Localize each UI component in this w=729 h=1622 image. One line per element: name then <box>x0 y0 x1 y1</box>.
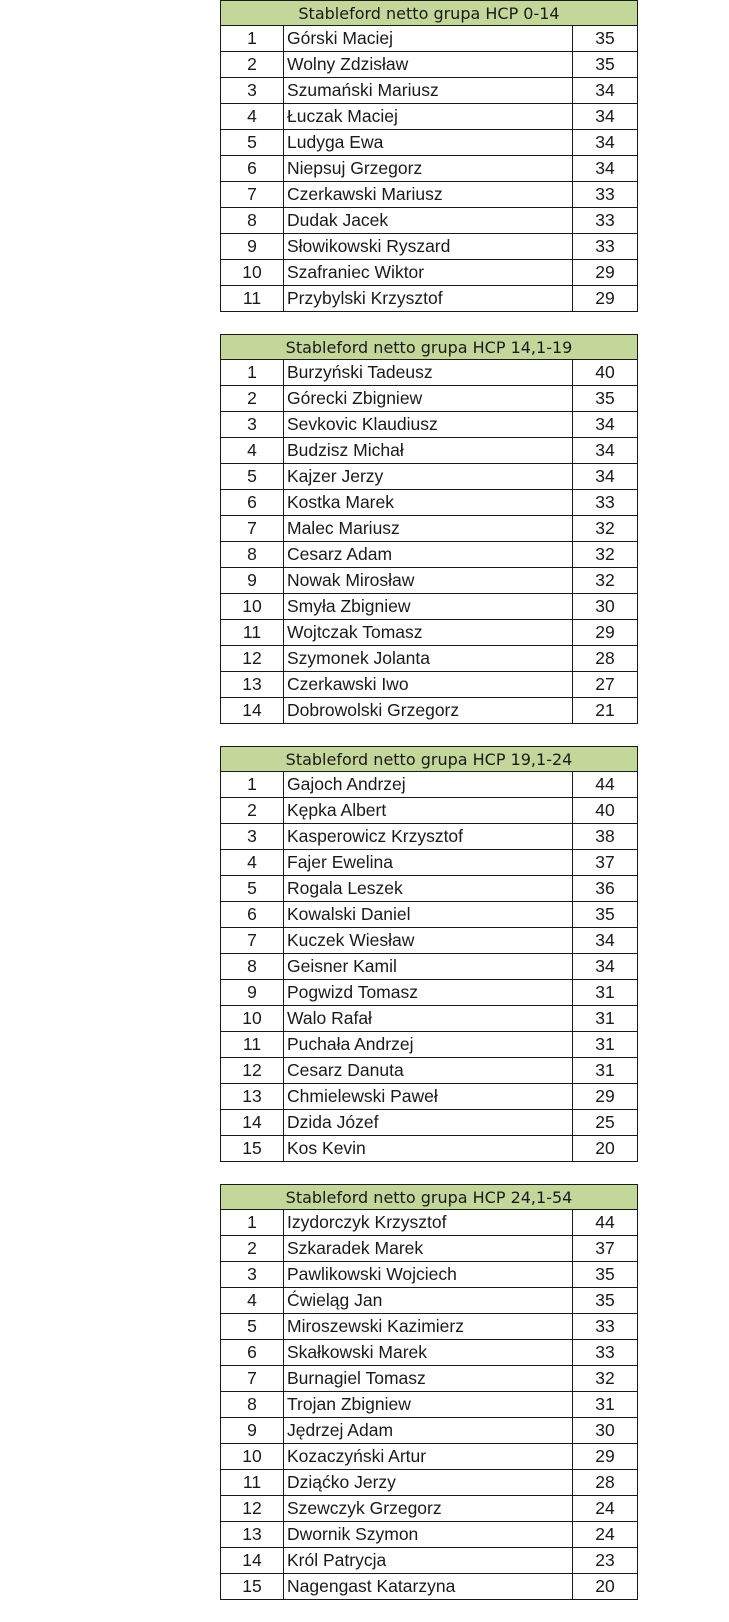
table-row <box>220 980 638 1006</box>
score-cell: 27 <box>595 674 615 694</box>
score-cell: 20 <box>595 1576 615 1596</box>
rank-cell: 4 <box>221 850 284 875</box>
player-name-cell: Kuczek Wiesław <box>284 928 573 953</box>
player-name-cell: Szymonek Jolanta <box>284 646 573 671</box>
score-cell: 35 <box>595 388 615 408</box>
rank-cell: 2 <box>221 1236 284 1261</box>
table-title: Stableford netto grupa HCP 24,1-54 <box>220 1184 638 1210</box>
table-row <box>220 646 638 672</box>
score-cell: 40 <box>595 800 615 820</box>
rank-cell: 10 <box>221 260 284 285</box>
score-cell: 37 <box>595 852 615 872</box>
score-cell: 40 <box>595 362 615 382</box>
table-row <box>220 698 638 724</box>
player-name-cell: Burzyński Tadeusz <box>284 360 573 385</box>
rank-cell: 5 <box>221 130 284 155</box>
rank-cell: 6 <box>221 156 284 181</box>
rank-cell: 7 <box>221 516 284 541</box>
table-row <box>220 182 638 208</box>
table-row <box>220 26 638 52</box>
rank-cell: 15 <box>221 1574 284 1599</box>
player-name-cell: Szumański Mariusz <box>284 78 573 103</box>
rank-cell: 13 <box>221 1522 284 1547</box>
score-cell: 44 <box>595 1212 615 1232</box>
table-row <box>220 542 638 568</box>
rank-cell: 7 <box>221 928 284 953</box>
table-row <box>220 902 638 928</box>
rank-cell: 10 <box>221 1444 284 1469</box>
score-cell: 34 <box>595 106 615 126</box>
player-name-cell: Przybylski Krzysztof <box>284 286 573 311</box>
table-row <box>220 386 638 412</box>
table-row <box>220 1574 638 1600</box>
table-row <box>220 78 638 104</box>
score-cell: 29 <box>595 1086 615 1106</box>
score-cell: 33 <box>595 210 615 230</box>
player-name-cell: Kajzer Jerzy <box>284 464 573 489</box>
player-name-cell: Kowalski Daniel <box>284 902 573 927</box>
score-cell: 30 <box>595 1420 615 1440</box>
score-cell: 28 <box>595 1472 615 1492</box>
table-row <box>220 1392 638 1418</box>
score-cell: 30 <box>595 596 615 616</box>
table-row <box>220 1236 638 1262</box>
table-row <box>220 798 638 824</box>
table-row <box>220 1522 638 1548</box>
table-row <box>220 1262 638 1288</box>
rank-cell: 7 <box>221 1366 284 1391</box>
player-name-cell: Puchała Andrzej <box>284 1032 573 1057</box>
rank-cell: 8 <box>221 542 284 567</box>
score-cell: 34 <box>595 930 615 950</box>
player-name-cell: Wojtczak Tomasz <box>284 620 573 645</box>
rank-cell: 12 <box>221 646 284 671</box>
player-name-cell: Cesarz Adam <box>284 542 573 567</box>
rank-cell: 3 <box>221 824 284 849</box>
table-row <box>220 490 638 516</box>
table-row <box>220 1084 638 1110</box>
score-cell: 33 <box>595 184 615 204</box>
table-title: Stableford netto grupa HCP 14,1-19 <box>220 334 638 360</box>
player-name-cell: Smyła Zbigniew <box>284 594 573 619</box>
score-cell: 36 <box>595 878 615 898</box>
table-row <box>220 464 638 490</box>
player-name-cell: Sevkovic Klaudiusz <box>284 412 573 437</box>
player-name-cell: Kasperowicz Krzysztof <box>284 824 573 849</box>
table-row <box>220 412 638 438</box>
results-table <box>220 1184 638 1600</box>
table-row <box>220 928 638 954</box>
table-row <box>220 1032 638 1058</box>
results-table <box>220 334 638 724</box>
score-cell: 25 <box>595 1112 615 1132</box>
table-row <box>220 772 638 798</box>
table-row <box>220 1288 638 1314</box>
score-cell: 34 <box>595 956 615 976</box>
score-cell: 31 <box>595 1060 615 1080</box>
rank-cell: 12 <box>221 1496 284 1521</box>
score-cell: 20 <box>595 1138 615 1158</box>
table-row <box>220 1496 638 1522</box>
table-row <box>220 260 638 286</box>
rank-cell: 11 <box>221 1032 284 1057</box>
table-row <box>220 620 638 646</box>
score-cell: 31 <box>595 1008 615 1028</box>
player-name-cell: Niepsuj Grzegorz <box>284 156 573 181</box>
table-title: Stableford netto grupa HCP 19,1-24 <box>220 746 638 772</box>
rank-cell: 5 <box>221 464 284 489</box>
rank-cell: 13 <box>221 672 284 697</box>
score-cell: 35 <box>595 54 615 74</box>
score-cell: 31 <box>595 982 615 1002</box>
score-cell: 34 <box>595 132 615 152</box>
player-name-cell: Górecki Zbigniew <box>284 386 573 411</box>
table-title: Stableford netto grupa HCP 0-14 <box>220 0 638 26</box>
rank-cell: 3 <box>221 1262 284 1287</box>
results-table <box>220 0 638 312</box>
score-cell: 32 <box>595 570 615 590</box>
player-name-cell: Budzisz Michał <box>284 438 573 463</box>
table-row <box>220 1058 638 1084</box>
score-cell: 44 <box>595 774 615 794</box>
rank-cell: 9 <box>221 568 284 593</box>
player-name-cell: Pawlikowski Wojciech <box>284 1262 573 1287</box>
rank-cell: 10 <box>221 594 284 619</box>
rank-cell: 10 <box>221 1006 284 1031</box>
score-cell: 31 <box>595 1034 615 1054</box>
score-cell: 24 <box>595 1524 615 1544</box>
table-row <box>220 52 638 78</box>
table-row <box>220 104 638 130</box>
table-row <box>220 1548 638 1574</box>
table-row <box>220 824 638 850</box>
player-name-cell: Kępka Albert <box>284 798 573 823</box>
player-name-cell: Kozaczyński Artur <box>284 1444 573 1469</box>
score-cell: 29 <box>595 1446 615 1466</box>
score-cell: 32 <box>595 544 615 564</box>
player-name-cell: Nowak Mirosław <box>284 568 573 593</box>
rank-cell: 2 <box>221 386 284 411</box>
rank-cell: 1 <box>221 1210 284 1235</box>
score-cell: 32 <box>595 1368 615 1388</box>
player-name-cell: Trojan Zbigniew <box>284 1392 573 1417</box>
table-row <box>220 1210 638 1236</box>
player-name-cell: Szafraniec Wiktor <box>284 260 573 285</box>
results-container <box>220 0 638 1622</box>
rank-cell: 8 <box>221 954 284 979</box>
player-name-cell: Ludyga Ewa <box>284 130 573 155</box>
table-row <box>220 568 638 594</box>
rank-cell: 1 <box>221 360 284 385</box>
table-row <box>220 1110 638 1136</box>
player-name-cell: Geisner Kamil <box>284 954 573 979</box>
rank-cell: 11 <box>221 286 284 311</box>
rank-cell: 3 <box>221 412 284 437</box>
rank-cell: 3 <box>221 78 284 103</box>
table-row <box>220 1418 638 1444</box>
score-cell: 34 <box>595 80 615 100</box>
player-name-cell: Dziąćko Jerzy <box>284 1470 573 1495</box>
player-name-cell: Szkaradek Marek <box>284 1236 573 1261</box>
table-row <box>220 1444 638 1470</box>
table-row <box>220 286 638 312</box>
score-cell: 38 <box>595 826 615 846</box>
table-row <box>220 1366 638 1392</box>
score-cell: 21 <box>595 700 615 720</box>
player-name-cell: Miroszewski Kazimierz <box>284 1314 573 1339</box>
score-cell: 23 <box>595 1550 615 1570</box>
rank-cell: 2 <box>221 798 284 823</box>
score-cell: 33 <box>595 1342 615 1362</box>
table-row <box>220 516 638 542</box>
rank-cell: 1 <box>221 26 284 51</box>
score-cell: 35 <box>595 1290 615 1310</box>
rank-cell: 1 <box>221 772 284 797</box>
rank-cell: 6 <box>221 902 284 927</box>
rank-cell: 14 <box>221 698 284 723</box>
table-row <box>220 130 638 156</box>
player-name-cell: Wolny Zdzisław <box>284 52 573 77</box>
score-cell: 29 <box>595 262 615 282</box>
player-name-cell: Rogala Leszek <box>284 876 573 901</box>
player-name-cell: Łuczak Maciej <box>284 104 573 129</box>
rank-cell: 2 <box>221 52 284 77</box>
rank-cell: 5 <box>221 876 284 901</box>
table-row <box>220 1340 638 1366</box>
player-name-cell: Słowikowski Ryszard <box>284 234 573 259</box>
rank-cell: 4 <box>221 438 284 463</box>
score-cell: 33 <box>595 492 615 512</box>
score-cell: 29 <box>595 622 615 642</box>
player-name-cell: Czerkawski Mariusz <box>284 182 573 207</box>
player-name-cell: Czerkawski Iwo <box>284 672 573 697</box>
table-row <box>220 234 638 260</box>
player-name-cell: Dzida Józef <box>284 1110 573 1135</box>
score-cell: 34 <box>595 158 615 178</box>
score-cell: 24 <box>595 1498 615 1518</box>
table-row <box>220 438 638 464</box>
player-name-cell: Król Patrycja <box>284 1548 573 1573</box>
player-name-cell: Nagengast Katarzyna <box>284 1574 573 1599</box>
player-name-cell: Izydorczyk Krzysztof <box>284 1210 573 1235</box>
player-name-cell: Malec Mariusz <box>284 516 573 541</box>
player-name-cell: Kostka Marek <box>284 490 573 515</box>
table-row <box>220 850 638 876</box>
player-name-cell: Ćwieląg Jan <box>284 1288 573 1313</box>
rank-cell: 14 <box>221 1548 284 1573</box>
player-name-cell: Burnagiel Tomasz <box>284 1366 573 1391</box>
player-name-cell: Pogwizd Tomasz <box>284 980 573 1005</box>
player-name-cell: Chmielewski Paweł <box>284 1084 573 1109</box>
score-cell: 33 <box>595 1316 615 1336</box>
score-cell: 32 <box>595 518 615 538</box>
table-row <box>220 208 638 234</box>
rank-cell: 4 <box>221 1288 284 1313</box>
score-cell: 34 <box>595 414 615 434</box>
score-cell: 34 <box>595 466 615 486</box>
rank-cell: 11 <box>221 1470 284 1495</box>
score-cell: 33 <box>595 236 615 256</box>
table-row <box>220 156 638 182</box>
rank-cell: 7 <box>221 182 284 207</box>
player-name-cell: Walo Rafał <box>284 1006 573 1031</box>
score-cell: 35 <box>595 28 615 48</box>
table-row <box>220 1136 638 1162</box>
player-name-cell: Kos Kevin <box>284 1136 573 1161</box>
table-row <box>220 360 638 386</box>
player-name-cell: Gajoch Andrzej <box>284 772 573 797</box>
score-cell: 34 <box>595 440 615 460</box>
rank-cell: 6 <box>221 490 284 515</box>
player-name-cell: Fajer Ewelina <box>284 850 573 875</box>
score-cell: 28 <box>595 648 615 668</box>
table-row <box>220 876 638 902</box>
rank-cell: 13 <box>221 1084 284 1109</box>
rank-cell: 4 <box>221 104 284 129</box>
rank-cell: 15 <box>221 1136 284 1161</box>
results-table <box>220 746 638 1162</box>
score-cell: 37 <box>595 1238 615 1258</box>
rank-cell: 14 <box>221 1110 284 1135</box>
rank-cell: 9 <box>221 234 284 259</box>
player-name-cell: Skałkowski Marek <box>284 1340 573 1365</box>
player-name-cell: Dobrowolski Grzegorz <box>284 698 573 723</box>
rank-cell: 8 <box>221 1392 284 1417</box>
score-cell: 35 <box>595 1264 615 1284</box>
score-cell: 31 <box>595 1394 615 1414</box>
player-name-cell: Szewczyk Grzegorz <box>284 1496 573 1521</box>
score-cell: 35 <box>595 904 615 924</box>
rank-cell: 6 <box>221 1340 284 1365</box>
player-name-cell: Cesarz Danuta <box>284 1058 573 1083</box>
rank-cell: 8 <box>221 208 284 233</box>
player-name-cell: Górski Maciej <box>284 26 573 51</box>
table-row <box>220 1006 638 1032</box>
table-row <box>220 1314 638 1340</box>
rank-cell: 5 <box>221 1314 284 1339</box>
table-row <box>220 594 638 620</box>
score-cell: 29 <box>595 288 615 308</box>
table-row <box>220 954 638 980</box>
player-name-cell: Jędrzej Adam <box>284 1418 573 1443</box>
rank-cell: 9 <box>221 1418 284 1443</box>
player-name-cell: Dwornik Szymon <box>284 1522 573 1547</box>
table-row <box>220 672 638 698</box>
table-row <box>220 1470 638 1496</box>
rank-cell: 12 <box>221 1058 284 1083</box>
rank-cell: 9 <box>221 980 284 1005</box>
player-name-cell: Dudak Jacek <box>284 208 573 233</box>
rank-cell: 11 <box>221 620 284 645</box>
